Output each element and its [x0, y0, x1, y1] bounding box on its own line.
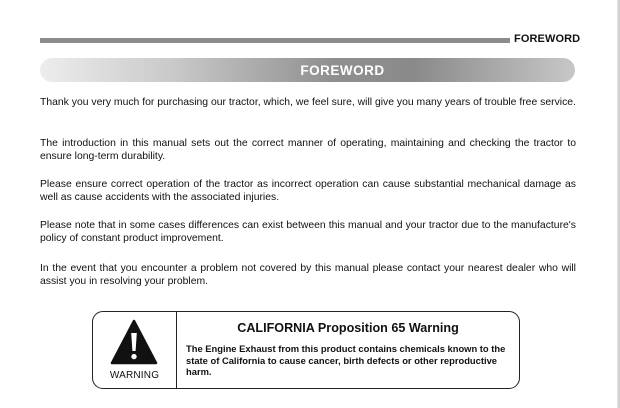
paragraph-differences: Please note that in some cases differences can exist between this manual and your tractor due to the manufacture's policy of constant product improvement.: [40, 220, 576, 244]
warning-triangle-icon: [109, 318, 159, 366]
warning-title: CALIFORNIA Proposition 65 Warning: [237, 321, 459, 335]
warning-label: WARNING: [109, 370, 160, 381]
header-rule: [40, 38, 510, 43]
header-section-label: FOREWORD: [514, 33, 581, 45]
paragraph-introduction: The introduction in this manual sets out the correct manner of operating, maintaining and checking the tractor to ensure long-term durability.: [40, 138, 576, 162]
section-title-band: [40, 58, 575, 82]
paragraph-correct-operation: Please ensure correct operation of the tractor as incorrect operation can cause substantial mechanical damage as well as cause accidents with the associated injuries.: [40, 179, 576, 203]
section-title: FOREWORD: [300, 62, 385, 78]
paragraph-thanks: Thank you very much for purchasing our tractor, which, we feel sure, will give you many years of trouble free service.: [40, 97, 576, 108]
warning-text: The Engine Exhaust from this product contains chemicals known to the state of California to cause cancer, birth defects or other reproductive harm.: [186, 343, 506, 378]
prop65-warning-box: [92, 311, 520, 389]
paragraph-contact-dealer: In the event that you encounter a problem not covered by this manual please contact your nearest dealer who will assist you in resolving your problem.: [40, 263, 576, 287]
